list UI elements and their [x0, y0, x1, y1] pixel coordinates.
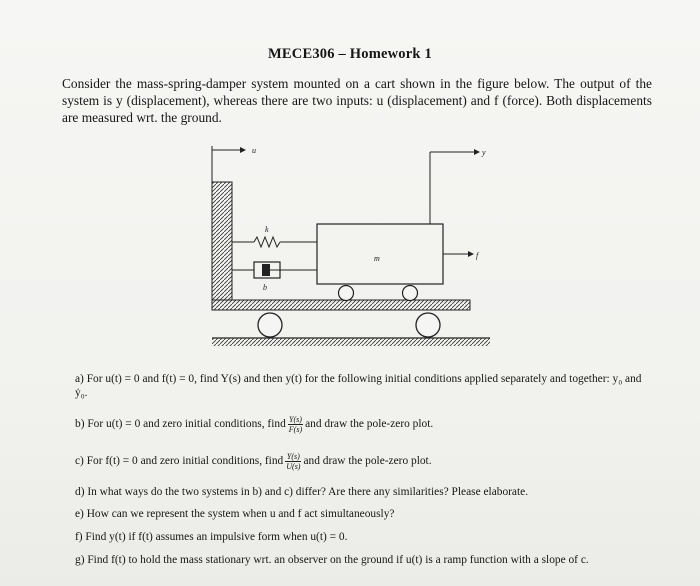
intro-line-3: displacements are measured wrt. the ground.: [62, 93, 652, 125]
mass-block: [317, 224, 443, 284]
fraction-numerator: Y(s): [286, 452, 300, 461]
label-k: k: [265, 225, 269, 234]
mass-wheel-left: [339, 286, 354, 301]
u-displacement-arrow: [212, 146, 246, 182]
page-title: MECE306 – Homework 1: [268, 46, 432, 62]
fraction-y-over-u: [285, 452, 301, 471]
ground-hatch: [212, 338, 490, 346]
cart-left-wall: [212, 182, 232, 300]
fraction-denominator: U(s): [286, 462, 301, 471]
label-f: f: [476, 251, 479, 260]
intro-line-2: the system is y (displacement), whereas there are two inputs: u (displacement) and f (force). Both: [62, 76, 652, 108]
y-displacement-arrow: [430, 149, 480, 224]
fraction-numerator: Y(s): [289, 415, 302, 424]
damper: [232, 262, 317, 278]
question-b-text: b) For u(t) = 0 and zero initial conditions, find: [75, 418, 286, 431]
question-b: [75, 415, 433, 434]
label-m: m: [374, 254, 380, 263]
question-f: f) Find y(t) if f(t) assumes an impulsive form when u(t) = 0.: [75, 531, 348, 543]
label-y: y: [482, 148, 486, 157]
system-figure: [200, 140, 500, 360]
question-c-text: c) For f(t) = 0 and zero initial conditions, find: [75, 455, 284, 468]
question-c-tail: and draw the pole-zero plot.: [303, 455, 432, 468]
question-e: e) How can we represent the system when u and f act simultaneously?: [75, 508, 395, 520]
fraction-denominator: F(s): [288, 425, 303, 434]
question-d: d) In what ways do the two systems in b) and c) differ? Are there any similarities? Please elaborate.: [75, 486, 529, 498]
mass-wheel-right: [403, 286, 418, 301]
force-arrow: [443, 251, 474, 257]
question-c: [75, 452, 432, 471]
spring: [232, 237, 317, 247]
cart-wheel-left: [258, 313, 282, 337]
question-g: g) Find f(t) to hold the mass stationary wrt. an observer on the ground if u(t) is a ramp function with a slope of c.: [75, 554, 589, 566]
intro-paragraph: [62, 75, 652, 126]
question-a: a) For u(t) = 0 and f(t) = 0, find Y(s) and then y(t) for the following initial conditions applied separately and together: y₀ and ẏ₀.: [75, 373, 642, 399]
question-b-tail: and draw the pole-zero plot.: [305, 418, 434, 431]
fraction-y-over-f: [288, 415, 303, 434]
label-b: b: [263, 283, 267, 292]
intro-line-1: Consider the mass-spring-damper system mounted on a cart shown in the figure below. The output of: [62, 76, 631, 91]
label-u: u: [252, 146, 256, 155]
cart-floor: [212, 300, 470, 310]
cart-wheel-right: [416, 313, 440, 337]
